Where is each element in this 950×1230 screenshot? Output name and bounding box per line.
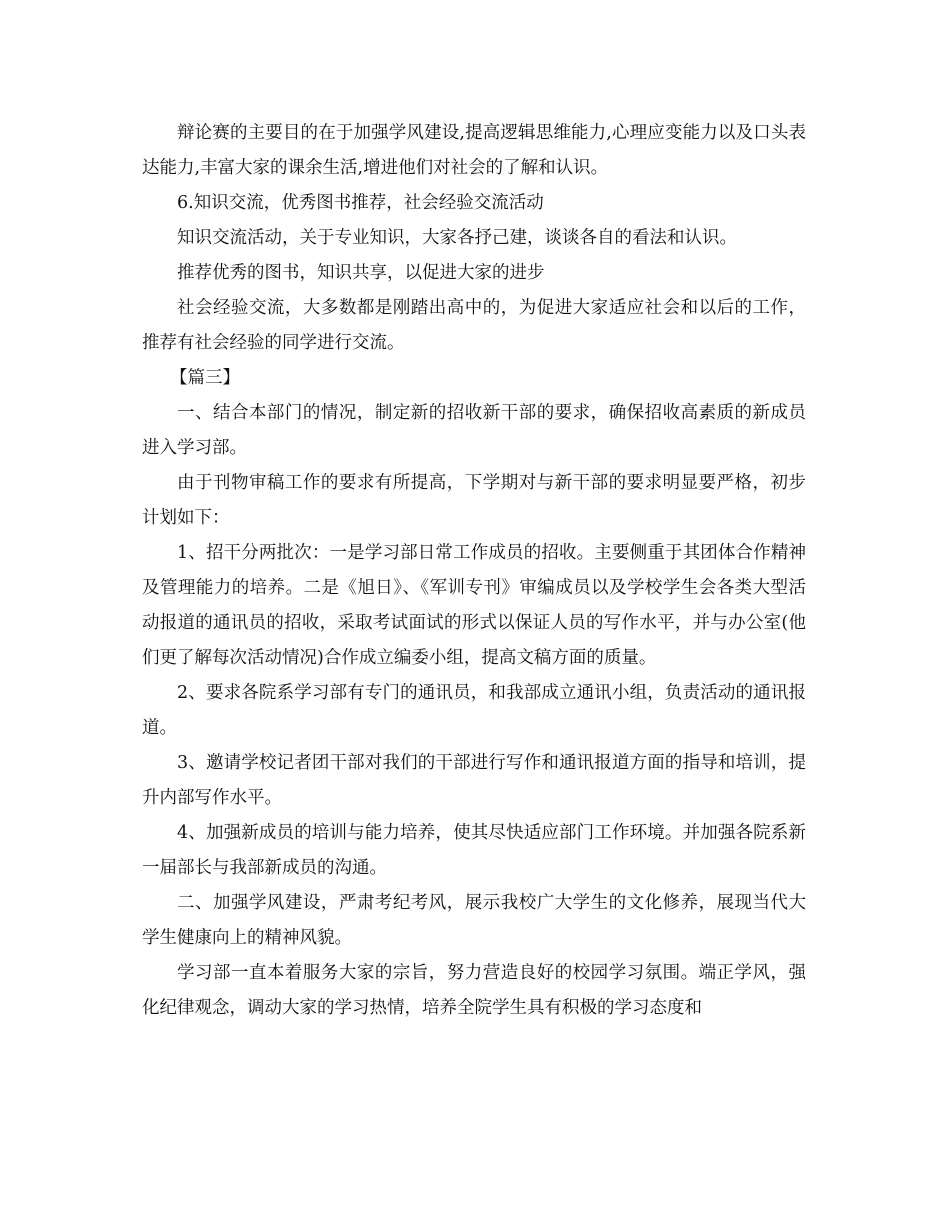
section-heading-part-three: 【篇三】 xyxy=(170,368,240,388)
paragraph-item-4: 4、加强新成员的培训与能力培养，使其尽快适应部门工作环境。并加强各院系新一届部长与我部新成员的沟通。 xyxy=(142,823,806,878)
paragraph-item-1: 1、招干分两批次：一是学习部日常工作成员的招收。主要侧重于其团体合作精神及管理能力的培养。二是《旭日》、《军训专刊》审编成员以及学校学生会各类大型活动报道的通讯员的招收，采取考试面试的形式以保证人员的写作水平，并与办公室(他们更了解每次活动情况)合作成立编委小组，提高文稿方面的质量。 xyxy=(142,543,806,668)
document-page xyxy=(142,116,806,1026)
paragraph-knowledge-exchange: 知识交流活动，关于专业知识，大家各抒己建，谈谈各自的看法和认识。 xyxy=(177,228,737,248)
paragraph-study-dept: 学习部一直本着服务大家的宗旨，努力营造良好的校园学习氛围。端正学风，强化纪律观念，调动大家的学习热情，培养全院学生具有积极的学习态度和 xyxy=(142,963,806,1018)
paragraph-item-6-heading: 6.知识交流，优秀图书推荐，社会经验交流活动 xyxy=(177,193,544,213)
paragraph-item-3: 3、邀请学校记者团干部对我们的干部进行写作和通讯报道方面的指导和培训，提升内部写作水平。 xyxy=(142,753,806,808)
paragraph-debate-purpose: 辩论赛的主要目的在于加强学风建设,提高逻辑思维能力,心理应变能力以及口头表达能力,丰富大家的课余生活,增进他们对社会的了解和认识。 xyxy=(142,123,806,178)
paragraph-section-two: 二、加强学风建设，严肃考纪考风，展示我校广大学生的文化修养，展现当代大学生健康向上的精神风貌。 xyxy=(142,893,806,948)
paragraph-book-recommend: 推荐优秀的图书，知识共享，以促进大家的进步 xyxy=(177,263,545,283)
paragraph-social-experience: 社会经验交流，大多数都是刚踏出高中的，为促进大家适应社会和以后的工作，推荐有社会经验的同学进行交流。 xyxy=(142,298,806,353)
paragraph-section-one: 一、结合本部门的情况，制定新的招收新干部的要求，确保招收高素质的新成员进入学习部。 xyxy=(142,403,806,458)
paragraph-item-2: 2、要求各院系学习部有专门的通讯员，和我部成立通讯小组，负责活动的通讯报道。 xyxy=(142,683,806,738)
paragraph-plan-intro: 由于刊物审稿工作的要求有所提高，下学期对与新干部的要求明显要严格，初步计划如下： xyxy=(142,473,806,528)
